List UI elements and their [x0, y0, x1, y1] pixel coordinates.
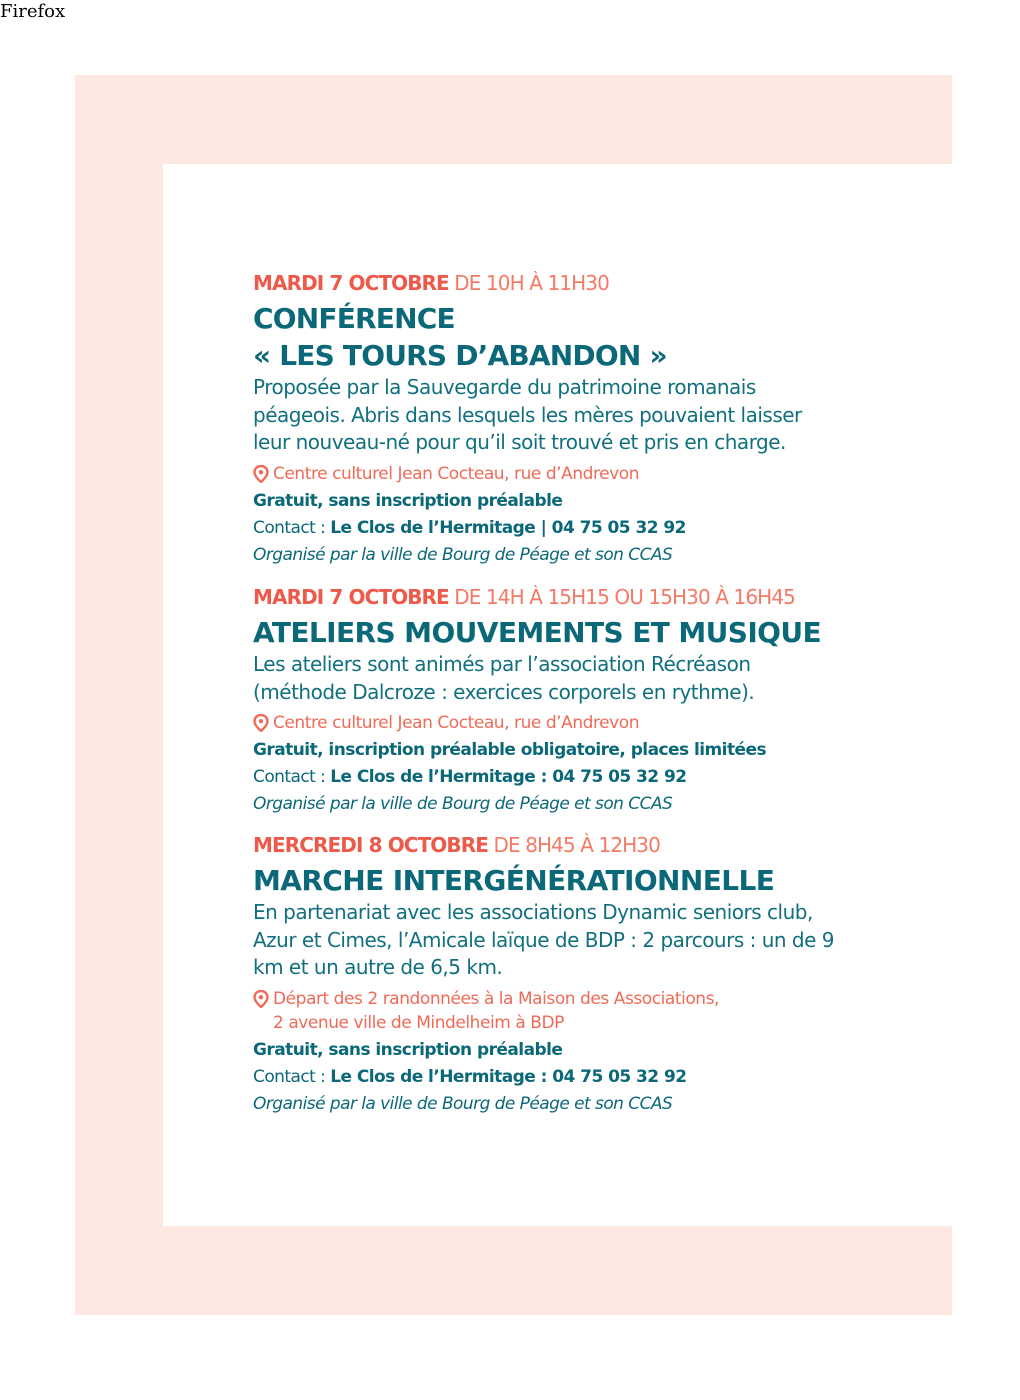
event-description-line: Azur et Cimes, l’Amicale laïque de BDP : 2 parcours : un de 9 [253, 927, 834, 952]
event-title-line: MARCHE INTERGÉNÉRATIONNELLE [253, 864, 775, 897]
event-title [253, 300, 913, 374]
contact-value: Le Clos de l’Hermitage | 04 75 05 32 92 [330, 517, 686, 538]
map-pin-icon [253, 714, 269, 732]
event-pricing: Gratuit, sans inscription préalable [253, 1039, 563, 1060]
event-description-line: Les ateliers sont animés par l’association Récréason [253, 652, 751, 676]
map-pin-icon [253, 465, 269, 483]
contact-value: Le Clos de l’Hermitage : 04 75 05 32 92 [330, 1066, 687, 1087]
event-ateliers [253, 582, 913, 818]
event-marche [253, 830, 913, 1118]
event-time: DE 10H À 11H30 [454, 271, 609, 295]
event-time: DE 8H45 À 12H30 [493, 833, 660, 857]
event-description-line: En partenariat avec les associations Dynamic seniors club, [253, 900, 813, 924]
event-title [253, 614, 913, 651]
event-description-line: km et un autre de 6,5 km. [253, 955, 503, 979]
event-title-line: « LES TOURS D’ABANDON » [253, 339, 667, 372]
event-conference [253, 268, 913, 569]
event-title-line: ATELIERS MOUVEMENTS ET MUSIQUE [253, 616, 822, 649]
window-title: Firefox [0, 1, 66, 22]
event-location [253, 462, 913, 486]
contact-label: Contact : [253, 517, 326, 538]
contact-value: Le Clos de l’Hermitage : 04 75 05 32 92 [330, 767, 687, 787]
event-pricing: Gratuit, inscription préalable obligatoire, places limitées [253, 740, 767, 760]
contact-label: Contact : [253, 767, 326, 787]
event-location-line: Départ des 2 randonnées à la Maison des Associations, [273, 988, 719, 1009]
event-date: MERCREDI 8 OCTOBRE [253, 833, 489, 857]
event-organizer: Organisé par la ville de Bourg de Péage et son CCAS [253, 1093, 673, 1114]
event-pricing: Gratuit, sans inscription préalable [253, 490, 563, 511]
event-contact [253, 764, 913, 791]
event-date-line [253, 268, 913, 298]
event-title [253, 862, 913, 899]
event-organizer: Organisé par la ville de Bourg de Péage et son CCAS [253, 794, 673, 814]
event-location-line: 2 avenue ville de Mindelheim à BDP [273, 1012, 564, 1033]
event-description [253, 374, 913, 457]
event-description-line: péageois. Abris dans lesquels les mères pouvaient laisser [253, 402, 802, 427]
map-pin-icon [253, 990, 269, 1008]
event-description-line: leur nouveau-né pour qu’il soit trouvé et pris en charge. [253, 430, 786, 454]
event-description [253, 651, 913, 706]
event-date: MARDI 7 OCTOBRE [253, 271, 449, 295]
event-date-line [253, 582, 913, 612]
contact-label: Contact : [253, 1066, 326, 1087]
event-location [253, 987, 913, 1035]
event-location-line: Centre culturel Jean Cocteau, rue d’Andrevon [273, 463, 640, 484]
event-location-line: Centre culturel Jean Cocteau, rue d’Andrevon [273, 713, 640, 733]
event-date: MARDI 7 OCTOBRE [253, 585, 449, 609]
event-contact [253, 515, 913, 542]
event-title-line: CONFÉRENCE [253, 302, 455, 335]
event-date-line [253, 830, 913, 860]
event-description-line: Proposée par la Sauvegarde du patrimoine romanais [253, 375, 756, 399]
event-time: DE 14H À 15H15 OU 15H30 À 16H45 [454, 585, 795, 609]
event-description-line: (méthode Dalcroze : exercices corporels en rythme). [253, 679, 755, 704]
event-location [253, 711, 913, 735]
event-contact [253, 1064, 913, 1091]
event-organizer: Organisé par la ville de Bourg de Péage et son CCAS [253, 544, 673, 565]
event-description [253, 899, 913, 982]
